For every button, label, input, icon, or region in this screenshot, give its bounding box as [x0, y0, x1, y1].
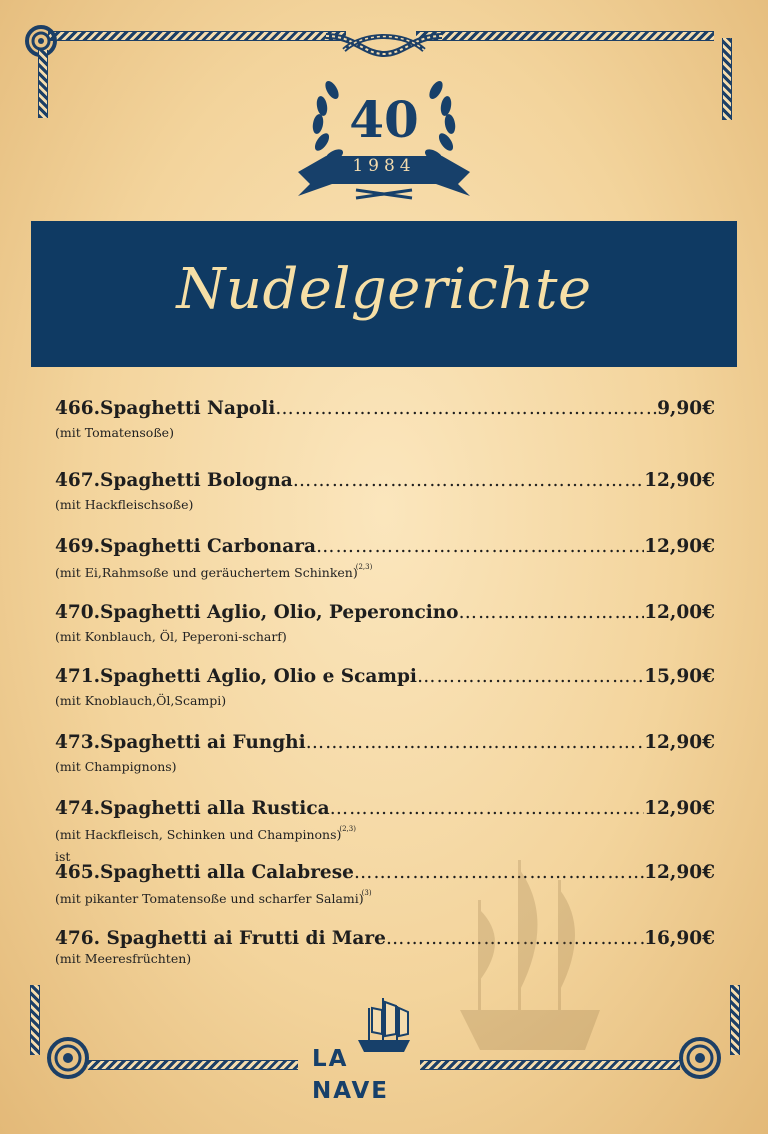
title-banner — [31, 221, 737, 367]
menu-item — [55, 732, 715, 774]
rope-coil-icon — [678, 1036, 722, 1080]
brand-line-1: LA — [312, 1046, 349, 1072]
anniversary-number: 40 — [349, 90, 419, 149]
rope-border-top — [48, 31, 346, 41]
item-price: 15,90€ — [644, 666, 715, 687]
menu-item — [55, 602, 715, 644]
item-description: (mit Champignons) — [55, 759, 177, 774]
menu-item — [55, 536, 715, 580]
item-name: 467.Spaghetti Bologna — [55, 470, 293, 491]
ship-watermark-icon — [440, 850, 620, 1060]
description-text: (mit Ei,Rahmsoße und geräuchertem Schinken) — [55, 565, 358, 580]
item-description — [55, 563, 715, 580]
rope-border-bottom-left — [88, 1060, 298, 1070]
item-description: (mit Knoblauch,Öl,Scampi) — [55, 693, 227, 708]
menu-item — [55, 398, 715, 440]
item-name: 469.Spaghetti Carbonara — [55, 536, 316, 557]
item-price: 9,90€ — [657, 398, 715, 419]
allergen-note: (2,3) — [339, 825, 356, 833]
leader-dots — [275, 398, 657, 419]
leader-dots — [293, 470, 644, 491]
rope-coil-icon — [46, 1036, 90, 1080]
item-name: 471.Spaghetti Aglio, Olio e Scampi — [55, 666, 417, 687]
item-name: 465.Spaghetti alla Calabrese — [55, 862, 354, 883]
item-price: 12,90€ — [644, 798, 715, 819]
item-description — [55, 825, 715, 842]
menu-item — [55, 798, 715, 842]
stray-text: ist — [55, 849, 71, 864]
rope-border-left-top — [38, 50, 48, 118]
item-price: 12,90€ — [644, 732, 715, 753]
item-name: 474.Spaghetti alla Rustica — [55, 798, 330, 819]
allergen-note: (2,3) — [355, 563, 373, 571]
anniversary-year: 1984 — [352, 156, 416, 176]
item-price: 12,90€ — [644, 470, 715, 491]
item-price: 12,00€ — [644, 602, 715, 623]
rope-border-right-top — [722, 38, 732, 120]
leader-dots — [316, 536, 644, 557]
ship-logo-icon — [352, 994, 416, 1058]
brand-line-2: NAVE — [312, 1078, 389, 1104]
item-price: 12,90€ — [644, 862, 715, 883]
page-title: Nudelgerichte — [176, 257, 592, 322]
rope-knot-icon — [324, 24, 444, 64]
rope-border-left-bottom — [30, 985, 40, 1055]
rope-border-bottom-right — [420, 1060, 680, 1070]
rope-border-right-bottom — [730, 985, 740, 1055]
item-name: 473.Spaghetti ai Funghi — [55, 732, 306, 753]
allergen-note: (3) — [361, 889, 372, 897]
item-name: 466.Spaghetti Napoli — [55, 398, 276, 419]
item-name: 470.Spaghetti Aglio, Olio, Peperoncino — [55, 602, 459, 623]
item-description: (mit Tomatensoße) — [55, 425, 174, 440]
item-name: 476. Spaghetti ai Frutti di Mare — [55, 928, 386, 949]
leader-dots — [459, 602, 645, 623]
leader-dots — [306, 732, 645, 753]
item-description: (mit Hackfleischsoße) — [55, 497, 194, 512]
rope-border-top-right — [416, 31, 714, 41]
item-description: (mit Konblauch, Öl, Peperoni-scharf) — [55, 629, 287, 644]
item-price: 16,90€ — [644, 928, 715, 949]
leader-dots — [330, 798, 645, 819]
item-description: (mit Meeresfrüchten) — [55, 951, 192, 966]
menu-item — [55, 470, 715, 512]
menu-item — [55, 666, 715, 708]
item-price: 12,90€ — [644, 536, 715, 557]
description-text: (mit Hackfleisch, Schinken und Champinons) — [55, 827, 342, 842]
description-text: (mit pikanter Tomatensoße und scharfer Salami) — [55, 891, 364, 906]
leader-dots — [417, 666, 644, 687]
